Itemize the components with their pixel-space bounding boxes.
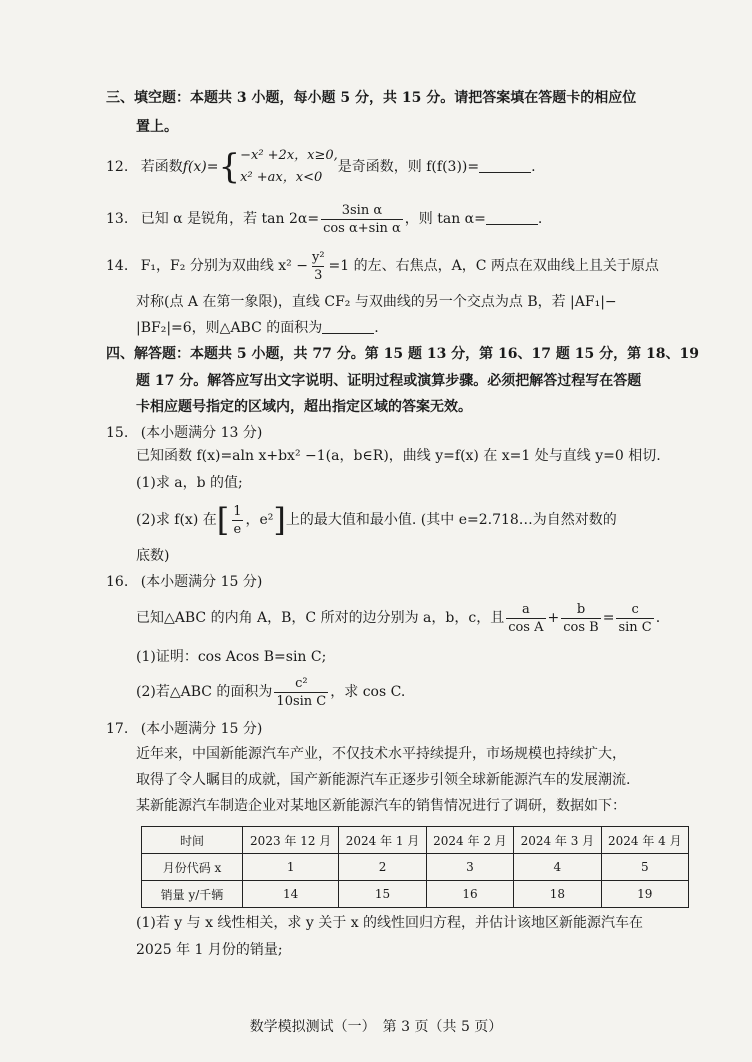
- question-number: 13.: [106, 211, 129, 227]
- denominator: cos α+sin α: [323, 220, 401, 236]
- denominator: 10sin C: [276, 693, 327, 709]
- numerator: 1: [233, 503, 242, 519]
- denominator: 3: [314, 267, 323, 283]
- table-cell: 2023 年 12 月: [243, 827, 339, 854]
- question-13: [106, 199, 542, 239]
- q13-text: 已知 α 是锐角，若 tan 2α=: [140, 211, 320, 227]
- question-15-part-2-end: 底数): [136, 548, 170, 564]
- numerator: a: [521, 601, 530, 617]
- numerator: y²: [311, 249, 325, 265]
- q16-part2-tail: ，求 cos C.: [330, 684, 406, 700]
- q13-fraction: [321, 202, 403, 237]
- q16-part2-text: (2)若△ABC 的面积为: [136, 684, 273, 700]
- score-note: (本小题满分 15 分): [140, 721, 263, 737]
- table-cell: 14: [243, 881, 339, 908]
- row-head: 销量 y/千辆: [142, 881, 243, 908]
- table-row: [142, 881, 689, 908]
- case-1: −x² +2x，x≥0,: [240, 148, 338, 163]
- right-bracket: ]: [273, 501, 286, 539]
- q15-part2-text: (2)求 f(x) 在: [136, 512, 217, 528]
- q15-part2-tail: 上的最大值和最小值. (其中 e=2.718…为自然对数的: [285, 512, 617, 528]
- section-4-header: 四、解答题：本题共 5 小题，共 77 分。第 15 题 13 分，第 16、17 题 15 分，第 18、19: [106, 346, 699, 362]
- question-14-line-3: [136, 318, 379, 338]
- q14-text: F₁，F₂ 分别为双曲线 x² −: [140, 258, 308, 274]
- question-17-title: [106, 719, 262, 739]
- answer-blank: [322, 319, 374, 334]
- fraction-c: [616, 601, 653, 636]
- q16-area-fraction: [274, 675, 328, 710]
- table-row: [142, 827, 689, 854]
- section-3-header: 三、填空题：本题共 3 小题，每小题 5 分，共 15 分。请把答案填在答题卡的相应位: [106, 90, 637, 106]
- question-16-stem: [136, 598, 660, 638]
- table-cell: 2024 年 4 月: [601, 827, 688, 854]
- q14-fraction: [310, 249, 327, 284]
- question-17-stem-2: 取得了令人瞩目的成就，国产新能源汽车正逐步引领全球新能源汽车的发展潮流.: [136, 772, 631, 788]
- plus-sign: +: [547, 610, 560, 626]
- q14-period: .: [374, 320, 379, 336]
- numerator: c²: [295, 675, 308, 691]
- table-cell: 18: [514, 881, 601, 908]
- q14-text-cont: =1 的左、右焦点，A，C 两点在双曲线上且关于原点: [328, 258, 659, 274]
- case-2: x² +ax，x<0: [240, 170, 323, 185]
- numerator: 3sin α: [341, 202, 383, 218]
- q16-text: 已知△ABC 的内角 A，B，C 所对的边分别为 a，b，c，且: [136, 610, 505, 626]
- score-note: (本小题满分 13 分): [140, 425, 263, 441]
- page-footer: 数学模拟测试（一） 第 3 页（共 5 页）: [249, 1019, 503, 1035]
- question-17-stem-1: 近年来，中国新能源汽车产业，不仅技术水平持续提升，市场规模也持续扩大，: [136, 746, 626, 762]
- table-cell: 15: [339, 881, 426, 908]
- row-head: 时间: [142, 827, 243, 854]
- question-16-title: [106, 572, 262, 592]
- left-brace: {: [218, 147, 241, 187]
- table-row: [142, 854, 689, 881]
- numerator: b: [576, 601, 586, 617]
- q12-period: .: [531, 159, 536, 175]
- question-16-part-1: (1)证明：cos Acos B=sin C;: [136, 649, 327, 665]
- sales-table: [141, 826, 689, 908]
- answer-blank: [486, 210, 538, 225]
- q13-tail: ，则 tan α=: [404, 211, 486, 227]
- equals-sign: =: [602, 610, 615, 626]
- table-cell: 4: [514, 854, 601, 881]
- question-14-line-1: [106, 248, 659, 284]
- fraction-b: [561, 601, 600, 636]
- question-number: 14.: [106, 258, 129, 274]
- denominator: sin C: [618, 619, 652, 635]
- question-15-title: [106, 423, 262, 443]
- question-16-part-2: [136, 672, 405, 712]
- table-cell: 1: [243, 854, 339, 881]
- table-cell: 2024 年 1 月: [339, 827, 426, 854]
- table-cell: 3: [426, 854, 513, 881]
- question-15-part-2: [136, 500, 617, 540]
- q12-text: 若函数: [140, 159, 183, 175]
- section-3-header-cont: 置上。: [136, 119, 178, 135]
- question-17-stem-3: 某新能源汽车制造企业对某地区新能源汽车的销售情况进行了调研，数据如下：: [136, 798, 626, 814]
- fraction-a: [506, 601, 545, 636]
- q12-function: f(x)=: [182, 159, 219, 175]
- denominator: e: [233, 521, 242, 537]
- piecewise-cases: [240, 145, 338, 189]
- question-15-stem: 已知函数 f(x)=aln x+bx² −1(a，b∈R)，曲线 y=f(x) 在 x=1 处与直线 y=0 相切.: [136, 448, 661, 464]
- denominator: cos A: [508, 619, 544, 635]
- q12-tail: 是奇函数，则 f(f(3))=: [337, 159, 480, 175]
- table-cell: 2024 年 2 月: [426, 827, 513, 854]
- numerator: c: [631, 601, 639, 617]
- q16-period: .: [655, 610, 661, 626]
- table-cell: 2: [339, 854, 426, 881]
- table-cell: 5: [601, 854, 688, 881]
- section-4-header-cont-1: 题 17 分。解答应写出文字说明、证明过程或演算步骤。必须把解答过程写在答题: [136, 373, 642, 389]
- q13-period: .: [537, 211, 543, 227]
- q14-text: |BF₂|=6，则△ABC 的面积为: [136, 320, 323, 336]
- q15-interval-end: ，e²: [245, 512, 274, 528]
- row-head: 月份代码 x: [142, 854, 243, 881]
- table-cell: 19: [601, 881, 688, 908]
- question-number: 17.: [106, 721, 129, 737]
- section-4-header-cont-2: 卡相应题号指定的区域内，超出指定区域的答案无效。: [136, 399, 472, 415]
- question-14-line-2: 对称(点 A 在第一象限)，直线 CF₂ 与双曲线的另一个交点为点 B，若 |AF₁|−: [136, 294, 617, 310]
- question-number: 15.: [106, 425, 129, 441]
- left-bracket: [: [216, 501, 230, 539]
- answer-blank: [479, 158, 531, 173]
- question-number: 12.: [106, 159, 129, 175]
- question-15-part-1: (1)求 a，b 的值;: [136, 475, 243, 491]
- question-12: [106, 145, 536, 189]
- q15-fraction: [231, 503, 243, 538]
- score-note: (本小题满分 15 分): [140, 574, 263, 590]
- table-cell: 16: [426, 881, 513, 908]
- question-17-part-1-cont: 2025 年 1 月份的销量;: [136, 942, 283, 958]
- question-number: 16.: [106, 574, 129, 590]
- question-17-part-1: (1)若 y 与 x 线性相关，求 y 关于 x 的线性回归方程，并估计该地区新能源汽车在: [136, 915, 644, 931]
- denominator: cos B: [563, 619, 599, 635]
- table-cell: 2024 年 3 月: [514, 827, 601, 854]
